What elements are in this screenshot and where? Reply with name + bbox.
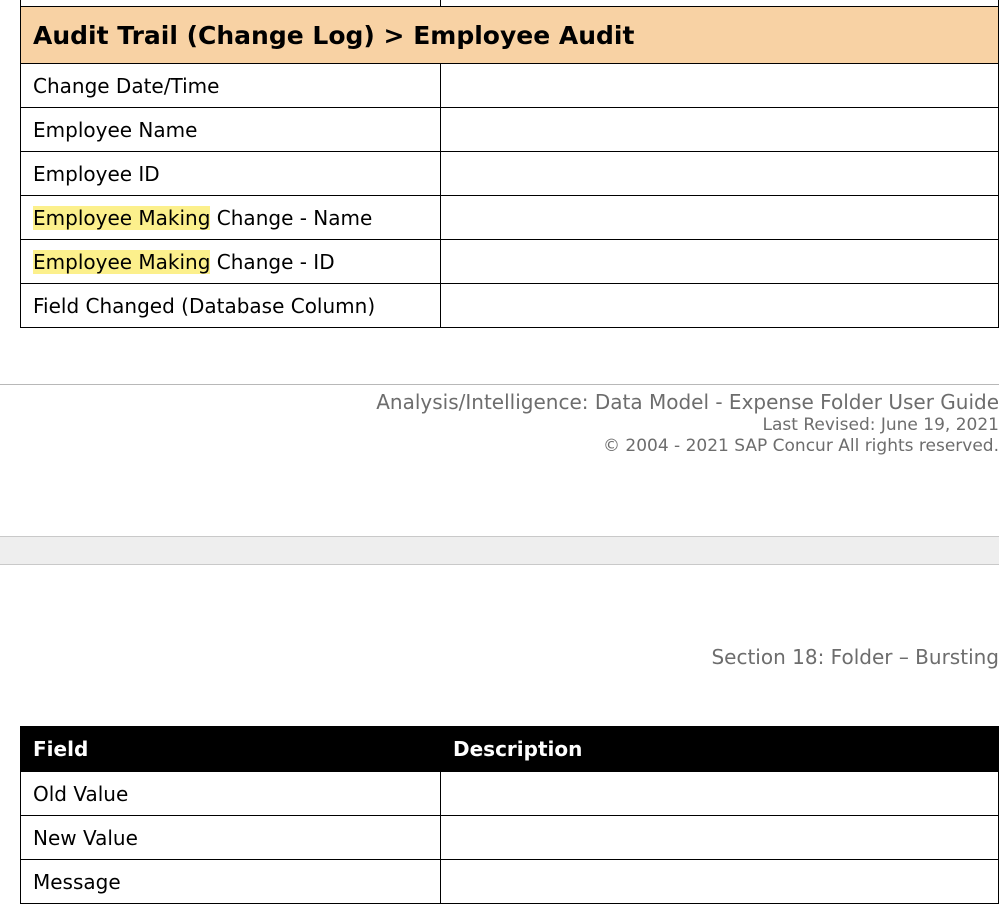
field-name: Message [21,860,441,904]
audit-fields-table [20,0,999,328]
field-name [21,240,441,284]
field-name-rest: Change - Name [210,205,373,230]
table-row [21,64,999,108]
field-name: Field Changed (Database Column) [21,284,441,328]
field-name: Employee Name [21,108,441,152]
field-description [441,816,999,860]
column-header-field: Field [21,727,441,772]
field-description [441,284,999,328]
field-name: Employee ID [21,152,441,196]
highlighted-text: Employee Making [33,205,211,230]
section-title: Audit Trail (Change Log) > Employee Audit [21,7,999,64]
field-description [441,196,999,240]
table-row [21,108,999,152]
field-description [441,772,999,816]
table-row [21,860,999,904]
page-header: Section 18: Folder – Bursting [711,645,999,669]
footer-revised: Last Revised: June 19, 2021 [762,415,999,435]
field-description [441,240,999,284]
field-description [441,64,999,108]
column-header-description: Description [441,727,999,772]
table-row [21,196,999,240]
table-row [21,284,999,328]
table-row [21,816,999,860]
field-name: Old Value [21,772,441,816]
field-name [21,196,441,240]
page-footer [376,390,999,457]
section-header-row [21,7,999,64]
footer-copyright: © 2004 - 2021 SAP Concur All rights reserved. [602,436,999,456]
table-row [21,240,999,284]
footer-title: Analysis/Intelligence: Data Model - Expense Folder User Guide [376,390,999,414]
footer-divider [0,384,999,385]
field-name: Change Date/Time [21,64,441,108]
field-description-table [20,726,999,904]
table-row [21,772,999,816]
field-description [441,108,999,152]
highlighted-text: Employee Making [33,249,211,274]
field-description [441,152,999,196]
table-header-row [21,727,999,772]
field-name: New Value [21,816,441,860]
page-break [0,536,999,565]
table-row [21,152,999,196]
field-name-rest: Change - ID [210,249,335,274]
field-description [441,860,999,904]
